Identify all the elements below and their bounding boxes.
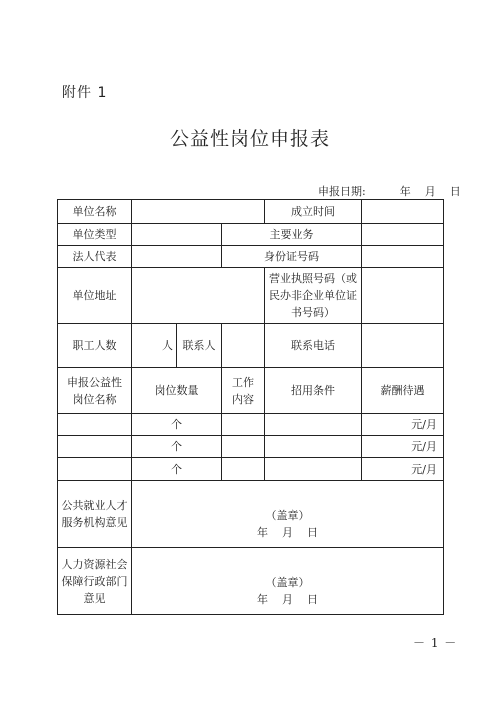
unit-yuan-month: 元/月 — [411, 462, 437, 476]
input-work-content[interactable] — [222, 458, 265, 481]
label-license-line2: 民办非企业单位证 — [269, 289, 357, 302]
unit-yuan-month: 元/月 — [411, 418, 437, 431]
label-work-content — [222, 368, 265, 414]
label-phone: 联系电话 — [265, 324, 362, 368]
row-unit-name — [58, 200, 444, 224]
label-post-count: 岗位数量 — [132, 368, 222, 414]
label-license-line3: 书号码） — [291, 306, 335, 319]
input-license-number[interactable] — [362, 268, 444, 324]
label-pes-line1: 公共就业人才 — [61, 499, 128, 512]
input-work-content[interactable] — [222, 436, 265, 458]
unit-ge: 个 — [171, 462, 182, 476]
label-established: 成立时间 — [265, 200, 362, 224]
label-unit-name: 单位名称 — [58, 200, 132, 224]
date-label: 申报日期: — [318, 185, 366, 198]
label-conditions: 招用条件 — [265, 368, 362, 414]
row-unit-type — [58, 224, 444, 246]
post-row — [58, 436, 444, 458]
label-legal-rep: 法人代表 — [58, 246, 132, 268]
input-post-name[interactable] — [58, 414, 132, 436]
input-conditions[interactable] — [265, 414, 362, 436]
label-main-business: 主要业务 — [222, 224, 362, 246]
input-legal-rep[interactable] — [132, 246, 222, 268]
input-post-count[interactable] — [132, 436, 222, 458]
input-salary[interactable] — [362, 436, 444, 458]
page-number: － 1 － — [413, 636, 458, 650]
row-post-header — [58, 368, 444, 414]
unit-ge: 个 — [171, 440, 182, 453]
label-hrss-line1: 人力资源社会 — [61, 557, 128, 571]
input-conditions[interactable] — [265, 436, 362, 458]
input-unit-type[interactable] — [132, 224, 222, 246]
seal-text: （盖章） — [265, 576, 310, 589]
row-pes-opinion — [58, 481, 444, 548]
post-row — [58, 414, 444, 436]
label-pes-line2: 服务机构意见 — [61, 516, 128, 529]
label-unit-address: 单位地址 — [58, 268, 132, 324]
input-work-content[interactable] — [222, 414, 265, 436]
input-contact[interactable] — [222, 324, 265, 368]
label-license-number — [265, 268, 362, 324]
form-title: 公益性岗位申报表 — [169, 128, 330, 150]
sign-date: 年 月 日 — [257, 526, 318, 539]
label-post-name — [58, 368, 132, 414]
input-unit-address[interactable] — [132, 268, 265, 324]
input-main-business[interactable] — [362, 224, 444, 246]
row-hrss-opinion — [58, 548, 444, 615]
input-phone[interactable] — [362, 324, 444, 368]
post-row — [58, 458, 444, 481]
label-post-name-line1: 申报公益性 — [67, 375, 122, 389]
label-staff-count: 职工人数 — [58, 324, 132, 368]
row-legal-rep — [58, 246, 444, 268]
input-id-number[interactable] — [362, 246, 444, 268]
unit-person: 人 — [162, 339, 173, 352]
label-post-name-line2: 岗位名称 — [72, 392, 117, 406]
label-hrss-line2: 保障行政部门 — [61, 574, 128, 588]
label-id-number: 身份证号码 — [222, 246, 362, 268]
input-salary[interactable] — [362, 414, 444, 436]
annex-label: 附件 1 — [62, 85, 108, 101]
label-unit-type: 单位类型 — [58, 224, 132, 246]
input-conditions[interactable] — [265, 458, 362, 481]
unit-yuan-month: 元/月 — [411, 440, 437, 453]
input-hrss-opinion[interactable] — [132, 548, 444, 615]
row-unit-address — [58, 268, 444, 324]
application-date — [318, 183, 461, 199]
input-salary[interactable] — [362, 458, 444, 481]
label-hrss-opinion — [58, 548, 132, 615]
date-day: 日 — [449, 185, 461, 198]
sign-date: 年 月 日 — [257, 593, 318, 606]
application-form-table — [57, 199, 444, 615]
input-unit-name[interactable] — [132, 200, 265, 224]
date-month: 月 — [424, 185, 436, 198]
seal-text: （盖章） — [265, 509, 310, 522]
input-staff-count[interactable] — [132, 324, 177, 368]
input-post-name[interactable] — [58, 436, 132, 458]
input-post-name[interactable] — [58, 458, 132, 481]
label-license-line1: 营业执照号码（或 — [269, 272, 357, 285]
label-pes-opinion — [58, 481, 132, 548]
input-post-count[interactable] — [132, 458, 222, 481]
label-salary: 薪酬待遇 — [362, 368, 444, 414]
input-established[interactable] — [362, 200, 444, 224]
input-post-count[interactable] — [132, 414, 222, 436]
label-work-line1: 工作 — [232, 375, 254, 389]
label-contact: 联系人 — [177, 324, 222, 368]
row-staff — [58, 324, 444, 368]
label-hrss-line3: 意见 — [83, 591, 106, 605]
input-pes-opinion[interactable] — [132, 481, 444, 548]
date-year: 年 — [399, 185, 411, 198]
unit-ge: 个 — [171, 418, 182, 431]
label-work-line2: 内容 — [232, 392, 254, 406]
